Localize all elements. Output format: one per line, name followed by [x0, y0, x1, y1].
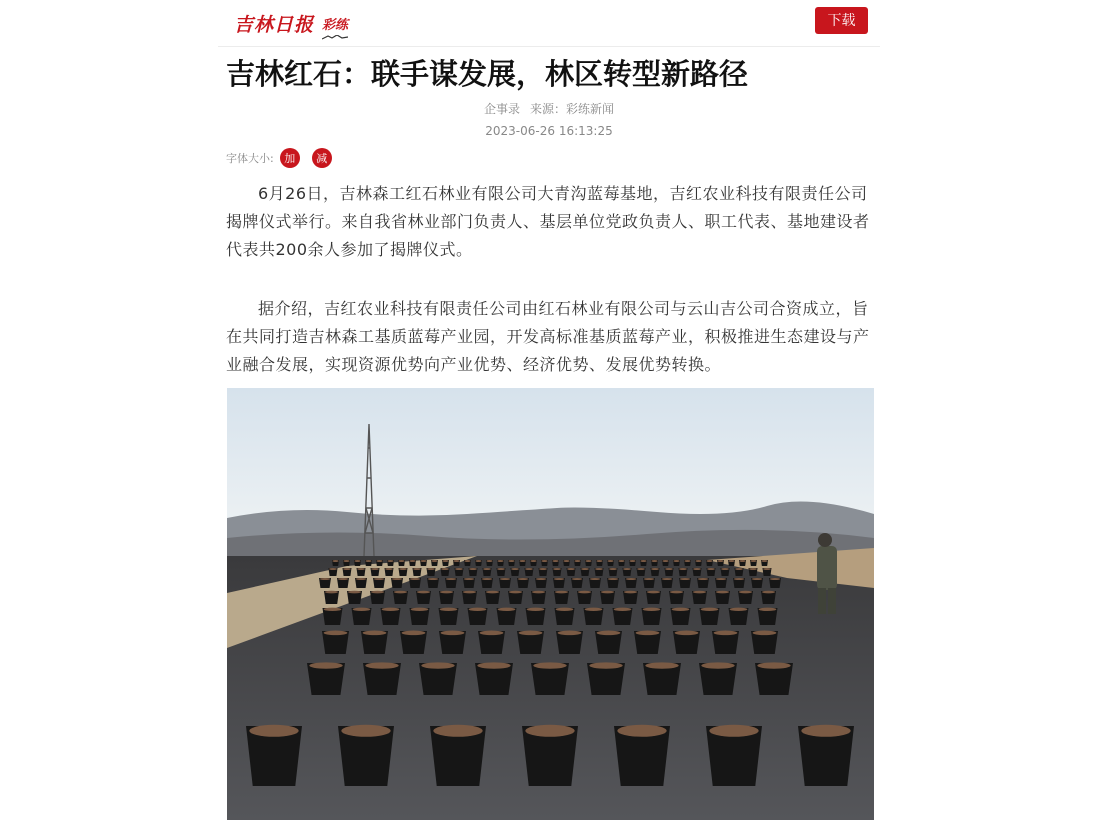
pot-soil	[626, 578, 637, 580]
pot-soil	[518, 578, 529, 580]
pot-soil	[563, 560, 569, 562]
article-page	[218, 0, 880, 833]
font-size-control	[226, 148, 332, 168]
pot-soil	[527, 608, 545, 611]
article-photo	[227, 388, 874, 820]
pot-soil	[763, 568, 771, 570]
pot-soil	[714, 631, 738, 636]
pot-soil	[398, 560, 404, 562]
pot-soil	[670, 591, 683, 594]
logo-mark-icon	[322, 35, 348, 40]
pot-soil	[382, 608, 400, 611]
pot-soil	[554, 578, 565, 580]
pot-soil	[442, 560, 448, 562]
pot-soil	[640, 560, 646, 562]
pot-soil	[770, 578, 781, 580]
pot-soil	[698, 578, 709, 580]
pot-soil	[536, 578, 547, 580]
pot-soil	[709, 725, 758, 737]
pot-soil	[357, 568, 365, 570]
pot-soil	[567, 568, 575, 570]
pot-soil	[486, 560, 492, 562]
pot-soil	[309, 662, 342, 668]
pot-soil	[475, 560, 481, 562]
pot-soil	[609, 568, 617, 570]
pot-soil	[739, 560, 745, 562]
pot-soil	[343, 568, 351, 570]
pot-soil	[608, 578, 619, 580]
pot-soil	[486, 591, 499, 594]
pot-soil	[428, 578, 439, 580]
pot-soil	[541, 560, 547, 562]
pot-soil	[530, 560, 536, 562]
pot-soil	[684, 560, 690, 562]
pot-soil	[572, 578, 583, 580]
pot-soil	[338, 578, 349, 580]
pot-soil	[556, 608, 574, 611]
pot-soil	[672, 608, 690, 611]
pot-soil	[637, 568, 645, 570]
pot-soil	[411, 608, 429, 611]
pot-soil	[446, 578, 457, 580]
pot-soil	[324, 608, 342, 611]
pot-soil	[759, 608, 777, 611]
pot-soil	[675, 631, 699, 636]
pot-soil	[421, 662, 454, 668]
pot-soil	[500, 578, 511, 580]
pot-soil	[643, 608, 661, 611]
pot-soil	[701, 608, 719, 611]
pot-soil	[749, 568, 757, 570]
pot-soil	[651, 568, 659, 570]
pot-soil	[624, 591, 637, 594]
pot-soil	[399, 568, 407, 570]
pot-soil	[441, 568, 449, 570]
pot-soil	[483, 568, 491, 570]
pot-soil	[750, 560, 756, 562]
pot-soil	[348, 591, 361, 594]
logo-main-text: 吉林日报	[234, 13, 315, 36]
pot-soil	[417, 591, 430, 594]
article-source: 来源：彩练新闻	[530, 102, 615, 116]
pot-soil	[735, 568, 743, 570]
font-decrease-button[interactable]: 减	[312, 148, 332, 168]
pot-soil	[353, 608, 371, 611]
pot-soil	[533, 662, 566, 668]
pot-soil	[464, 560, 470, 562]
pot-soil	[553, 568, 561, 570]
pot-soil	[525, 725, 574, 737]
pot-soil	[324, 631, 348, 636]
pot-soil	[581, 568, 589, 570]
pot-soil	[519, 631, 543, 636]
pot-soil	[385, 568, 393, 570]
pot-soil	[356, 578, 367, 580]
pot-soil	[480, 631, 504, 636]
pot-soil	[662, 578, 673, 580]
pot-soil	[532, 591, 545, 594]
pot-soil	[332, 560, 338, 562]
pot-soil	[343, 560, 349, 562]
pot-soil	[508, 560, 514, 562]
pot-soil	[721, 568, 729, 570]
pot-soil	[617, 725, 666, 737]
pot-soil	[469, 568, 477, 570]
pot-soil	[730, 608, 748, 611]
pot-soil	[645, 662, 678, 668]
pot-soil	[728, 560, 734, 562]
pot-soil	[463, 591, 476, 594]
pot-soil	[601, 591, 614, 594]
pot-soil	[662, 560, 668, 562]
pot-soil	[623, 568, 631, 570]
pot-soil	[387, 560, 393, 562]
pot-soil	[374, 578, 385, 580]
pot-soil	[695, 560, 701, 562]
pot-soil	[680, 578, 691, 580]
pot-soil	[578, 591, 591, 594]
pot-soil	[665, 568, 673, 570]
pot-soil	[371, 591, 384, 594]
pot-soil	[618, 560, 624, 562]
pot-soil	[539, 568, 547, 570]
pot-soil	[420, 560, 426, 562]
pot-soil	[365, 560, 371, 562]
pot-soil	[585, 560, 591, 562]
pot-soil	[464, 578, 475, 580]
font-increase-button[interactable]: 加	[280, 148, 300, 168]
pot-soil	[392, 578, 403, 580]
pot-soil	[249, 725, 298, 737]
pot-soil	[354, 560, 360, 562]
pot-soil	[519, 560, 525, 562]
pot-soil	[614, 608, 632, 611]
pot-soil	[585, 608, 603, 611]
pot-soil	[320, 578, 331, 580]
pot-soil	[596, 560, 602, 562]
pot-soil	[552, 560, 558, 562]
pot-soil	[325, 591, 338, 594]
pot-soil	[558, 631, 582, 636]
pot-soil	[363, 631, 387, 636]
pot-soil	[673, 560, 679, 562]
pot-soil	[693, 591, 706, 594]
pot-soil	[469, 608, 487, 611]
pot-soil	[431, 560, 437, 562]
pot-soil	[701, 662, 734, 668]
pot-soil	[440, 608, 458, 611]
pot-soil	[717, 560, 723, 562]
pot-soil	[555, 591, 568, 594]
pot-soil	[410, 578, 421, 580]
pot-soil	[497, 560, 503, 562]
download-button[interactable]: 下载	[815, 7, 868, 34]
pot-soil	[629, 560, 635, 562]
blueberry-field-photo	[227, 388, 874, 820]
pot-soil	[752, 578, 763, 580]
font-size-label: 字体大小:	[226, 152, 274, 165]
article-paragraph: 6月26日，吉林森工红石林业有限公司大青沟蓝莓基地，吉红农业科技有限责任公司揭牌仪式举行。来自我省林业部门负责人、基层单位党政负责人、职工代表、基地建设者代表共200余人参加了揭牌仪式。	[226, 184, 870, 259]
pot-soil	[497, 568, 505, 570]
pot-soil	[409, 560, 415, 562]
pot-soil	[365, 662, 398, 668]
pot-soil	[590, 578, 601, 580]
pot-soil	[753, 631, 777, 636]
pot-soil	[734, 578, 745, 580]
article-title: 吉林红石：联手谋发展，林区转型新路径	[226, 57, 749, 91]
pot-soil	[739, 591, 752, 594]
logo-sub-text	[322, 14, 348, 33]
pot-soil	[376, 560, 382, 562]
pot-soil	[511, 568, 519, 570]
top-bar	[218, 0, 880, 47]
pot-soil	[433, 725, 482, 737]
pot-soil	[679, 568, 687, 570]
pot-soil	[440, 591, 453, 594]
pot-soil	[716, 578, 727, 580]
pot-soil	[329, 568, 337, 570]
pot-soil	[402, 631, 426, 636]
pot-soil	[394, 591, 407, 594]
pot-soil	[761, 560, 767, 562]
pot-soil	[762, 591, 775, 594]
pot-soil	[707, 568, 715, 570]
pot-soil	[574, 560, 580, 562]
pot-soil	[651, 560, 657, 562]
article-paragraph: 据介绍，吉红农业科技有限责任公司由红石林业有限公司与云山吉公司合资成立，旨在共同打造吉林森工基质蓝莓产业园，开发高标准基质蓝莓产业，积极推进生态建设与产业融合发展，实现资源优势向产业优势、经济优势、发展优势转换。	[226, 299, 870, 374]
pot-soil	[453, 560, 459, 562]
pot-soil	[525, 568, 533, 570]
pot-soil	[706, 560, 712, 562]
pot-soil	[607, 560, 613, 562]
site-logo[interactable]	[234, 10, 348, 36]
pot-soil	[597, 631, 621, 636]
pot-soil	[477, 662, 510, 668]
pot-soil	[509, 591, 522, 594]
pot-soil	[647, 591, 660, 594]
article-meta	[218, 100, 880, 118]
pot-soil	[371, 568, 379, 570]
pot-soil	[693, 568, 701, 570]
logo-sub-label: 彩练	[322, 17, 349, 33]
pot-soil	[644, 578, 655, 580]
pot-soil	[716, 591, 729, 594]
pot-soil	[441, 631, 465, 636]
article-author: 企事录	[483, 102, 520, 116]
pot-soil	[757, 662, 790, 668]
article-date: 2023-06-26 16:13:25	[485, 124, 613, 138]
pot-soil	[595, 568, 603, 570]
pot-soil	[455, 568, 463, 570]
pot-soil	[636, 631, 660, 636]
pot-soil	[482, 578, 493, 580]
pot-soil	[498, 608, 516, 611]
pot-soil	[413, 568, 421, 570]
pot-soil	[589, 662, 622, 668]
pot-soil	[427, 568, 435, 570]
pot-soil	[801, 725, 850, 737]
pot-soil	[341, 725, 390, 737]
